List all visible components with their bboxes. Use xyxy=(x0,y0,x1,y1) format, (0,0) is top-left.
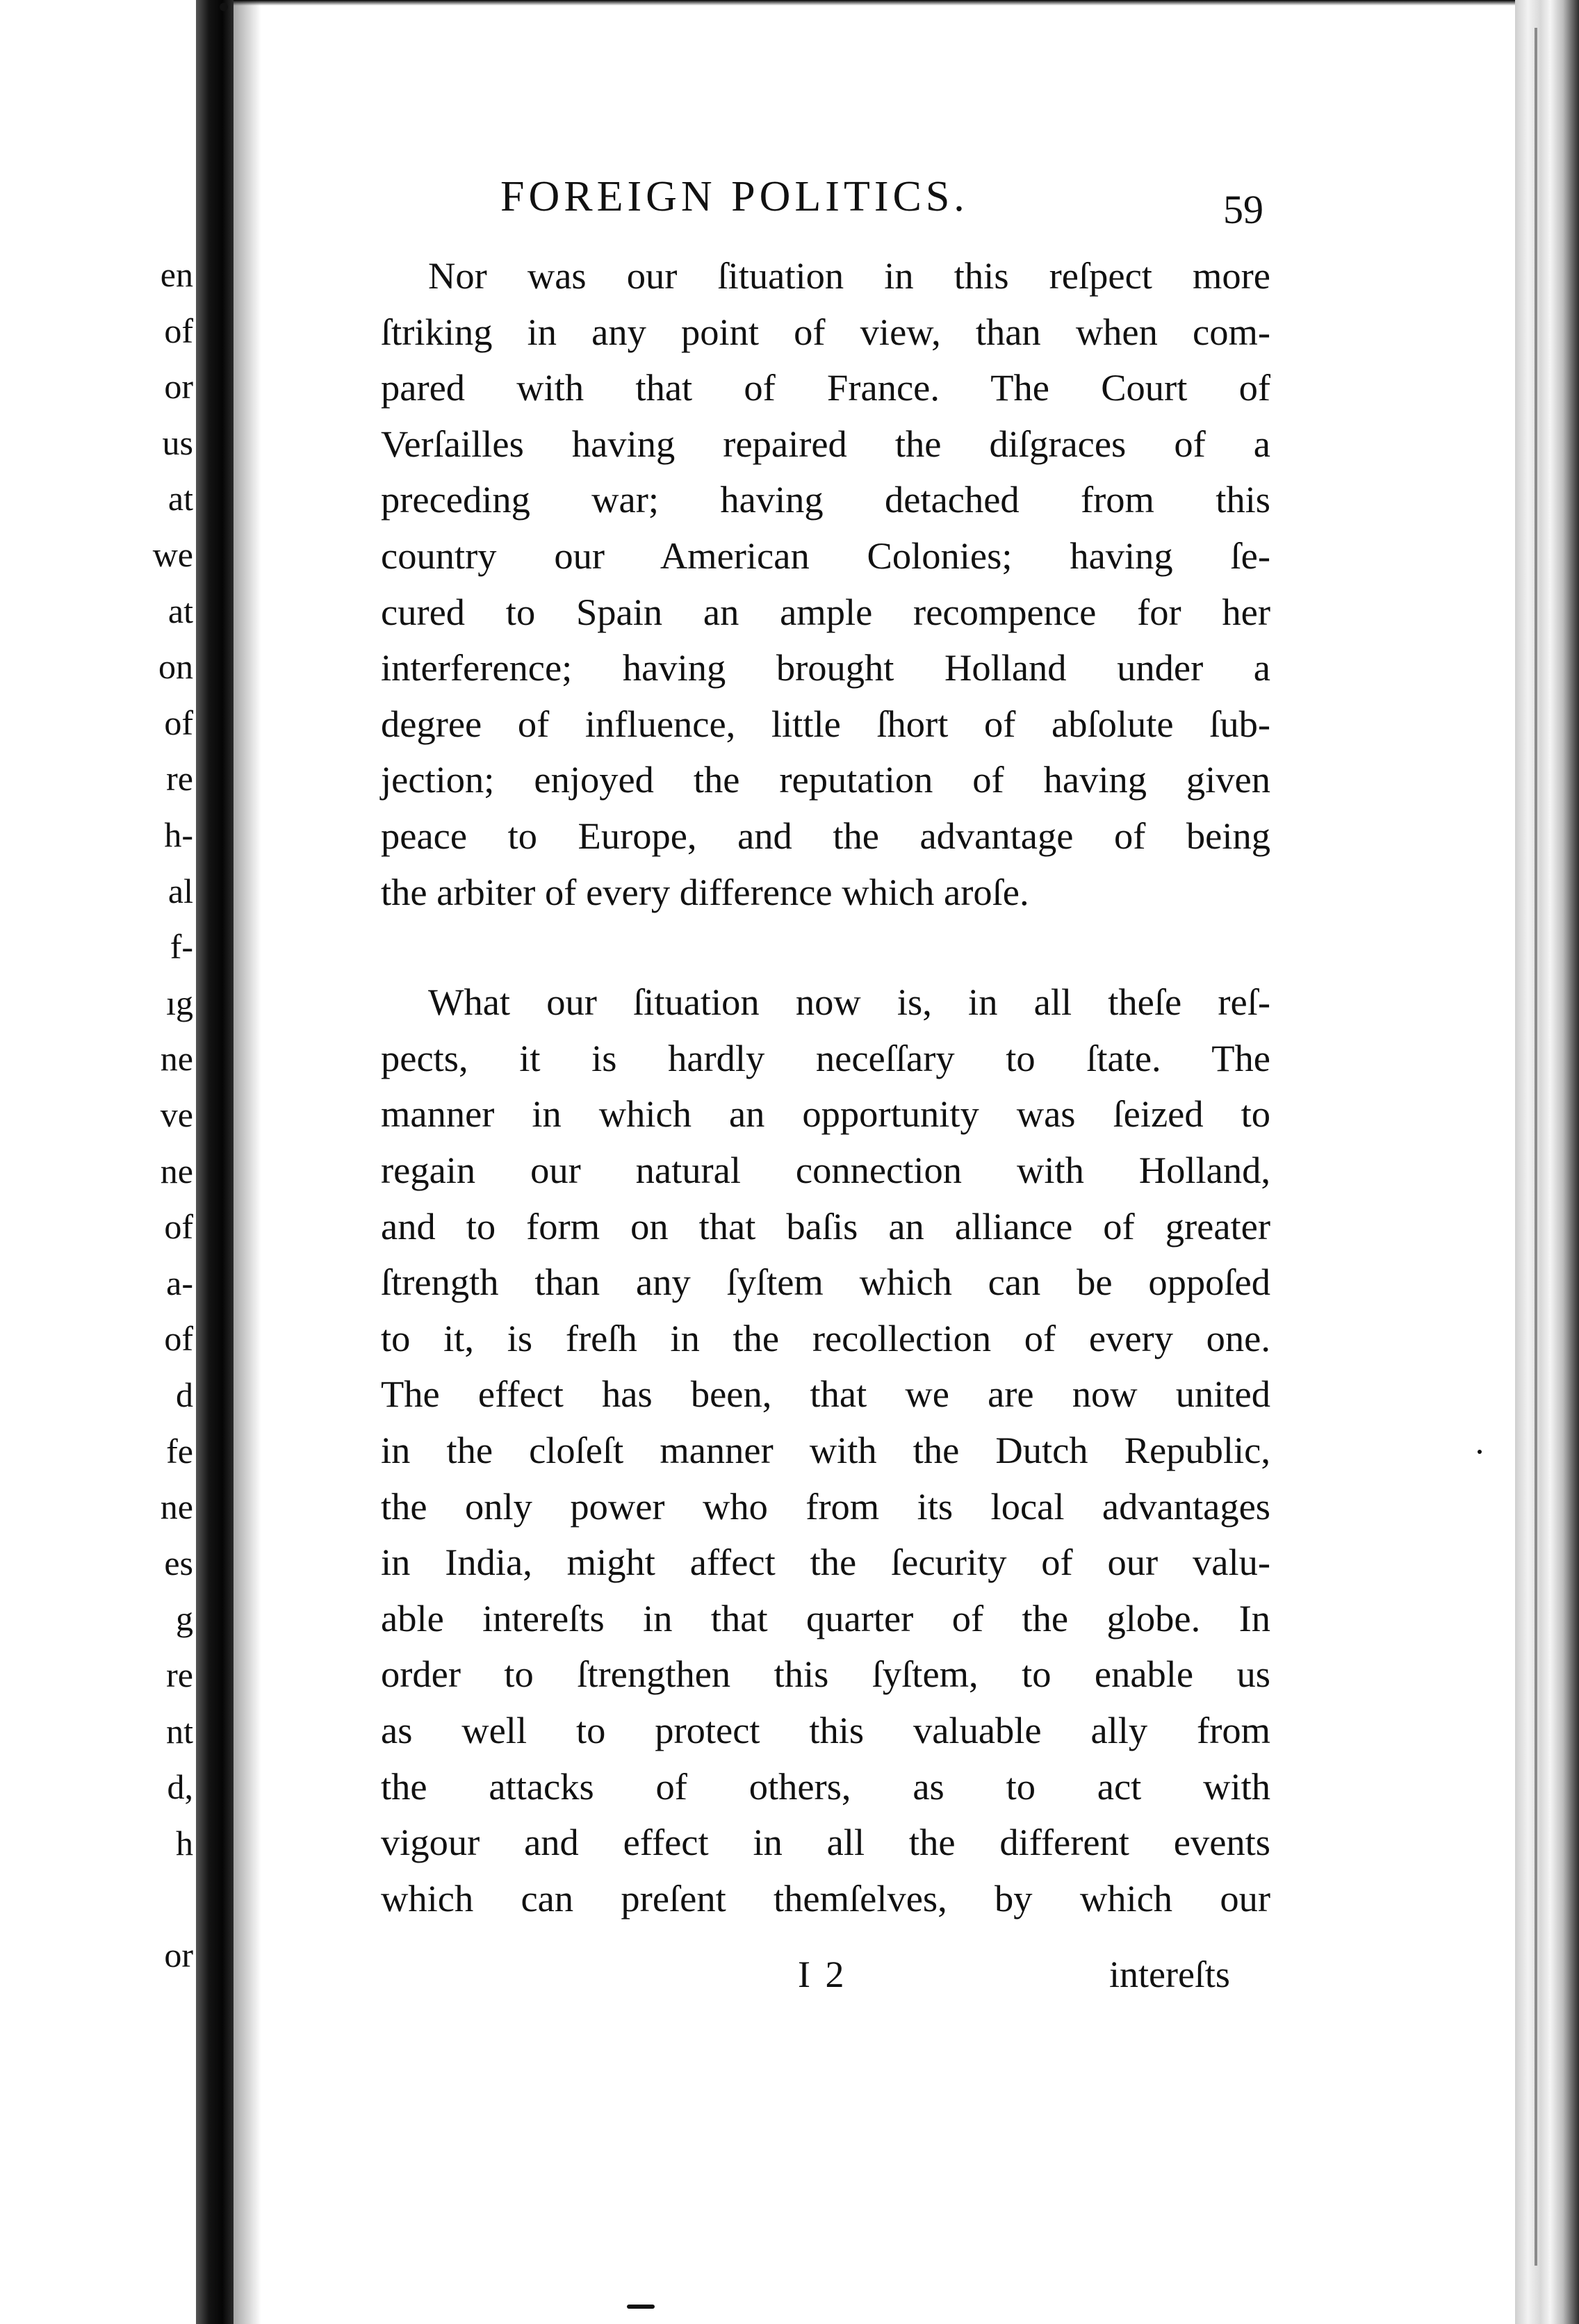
text-line: pared with that of France. The Court of xyxy=(381,366,1270,409)
previous-page-fragment: f- xyxy=(170,927,193,967)
text-line: The effect has been, that we are now united xyxy=(381,1373,1270,1416)
previous-page-fragment: at xyxy=(167,591,193,630)
previous-page-fragment: a- xyxy=(166,1263,193,1302)
previous-page-fragment: g xyxy=(176,1599,193,1639)
previous-page-fragment: of xyxy=(164,311,193,350)
text-line: in the cloſeſt manner with the Dutch Republic, xyxy=(381,1429,1270,1471)
previous-page-fragment: or xyxy=(164,367,193,407)
previous-page-fragment: us xyxy=(162,423,193,462)
text-line: ſtriking in any point of view, than when com- xyxy=(381,310,1270,353)
ink-speck xyxy=(1478,1450,1482,1454)
text-line: preceding war; having detached from this xyxy=(381,478,1270,521)
previous-page-fragment: ıg xyxy=(166,983,193,1022)
previous-page-fragment: h xyxy=(176,1823,193,1863)
text-line: and to form on that baſis an alliance of greater xyxy=(381,1204,1270,1247)
previous-page-fragment: on xyxy=(158,647,193,687)
page-number: 59 xyxy=(1223,187,1263,232)
catchword: intereſts xyxy=(1109,1954,1230,1995)
previous-page-fragment: of xyxy=(164,703,193,742)
previous-page-fragment: of xyxy=(164,1319,193,1359)
book-gutter xyxy=(196,0,234,2324)
page-fore-edge xyxy=(1515,0,1579,2324)
text-line: ſtrength than any ſyſtem which can be oppoſed xyxy=(381,1261,1270,1304)
previous-page-fragment: at xyxy=(167,479,193,518)
text-line: What our ſituation now is, in all theſe reſ- xyxy=(428,981,1270,1024)
previous-page-fragment: d xyxy=(176,1375,193,1414)
previous-page-fragment: d, xyxy=(167,1767,193,1807)
text-line: the arbiter of every difference which aroſe. xyxy=(381,870,1029,913)
previous-page-fragment: fe xyxy=(166,1431,193,1471)
previous-page-fragment: or xyxy=(164,1936,193,1974)
previous-page-fragment: ve xyxy=(160,1095,193,1134)
text-line: regain our natural connection with Holland, xyxy=(381,1149,1270,1191)
signature-mark: I 2 xyxy=(798,1954,847,1995)
text-line: order to ſtrengthen this ſyſtem, to enable us xyxy=(381,1653,1270,1696)
ink-speck xyxy=(220,3,228,11)
previous-page-fragment: of xyxy=(164,1207,193,1247)
text-line: to it, is freſh in the recollection of every one. xyxy=(381,1316,1270,1359)
text-line: as well to protect this valuable ally from xyxy=(381,1709,1270,1751)
previous-page-strip xyxy=(0,0,208,2324)
text-line: country our American Colonies; having ſe- xyxy=(381,534,1270,577)
text-line: the only power who from its local advantages xyxy=(381,1484,1270,1528)
text-line: peace to Europe, and the advantage of being xyxy=(381,815,1270,857)
text-line: Verſailles having repaired the diſgraces of a xyxy=(381,422,1270,465)
previous-page-fragment: we xyxy=(152,535,193,574)
text-line: which can preſent themſelves, by which our xyxy=(381,1876,1270,1920)
ink-speck xyxy=(627,2305,655,2309)
previous-page-fragment: en xyxy=(160,255,193,294)
previous-page-line-endings xyxy=(0,0,208,2324)
gutter-shadow xyxy=(234,0,261,2324)
text-line: cured to Spain an ample recompence for her xyxy=(381,590,1270,633)
text-line: manner in which an opportunity was ſeized to xyxy=(381,1093,1270,1136)
text-line: interference; having brought Holland under a xyxy=(381,646,1270,689)
text-line: Nor was our ſituation in this reſpect more xyxy=(428,254,1270,297)
previous-page-fragment: re xyxy=(166,759,193,799)
previous-page-fragment: ne xyxy=(160,1039,193,1079)
text-line: jection; enjoyed the reputation of having given xyxy=(381,758,1270,801)
page-edge-line xyxy=(1535,28,1537,2266)
previous-page-fragment: nt xyxy=(166,1711,193,1751)
previous-page-fragment: ne xyxy=(160,1151,193,1190)
previous-page-fragment: h- xyxy=(164,815,193,854)
previous-page-fragment: ne xyxy=(160,1487,193,1527)
running-head: FOREIGN POLITICS. xyxy=(500,173,969,220)
previous-page-fragment: re xyxy=(166,1655,193,1694)
text-line: degree of influence, little ſhort of abſolute ſub- xyxy=(381,702,1270,745)
previous-page-fragment: es xyxy=(164,1543,193,1582)
text-line: vigour and effect in all the different events xyxy=(381,1821,1270,1864)
text-line: able intereſts in that quarter of the globe. In xyxy=(381,1596,1270,1639)
text-line: the attacks of others, as to act with xyxy=(381,1765,1270,1808)
text-line: pects, it is hardly neceſſary to ſtate. The xyxy=(381,1036,1270,1079)
previous-page-fragment: al xyxy=(167,871,193,910)
text-line: in India, might affect the ſecurity of our valu- xyxy=(381,1541,1270,1584)
